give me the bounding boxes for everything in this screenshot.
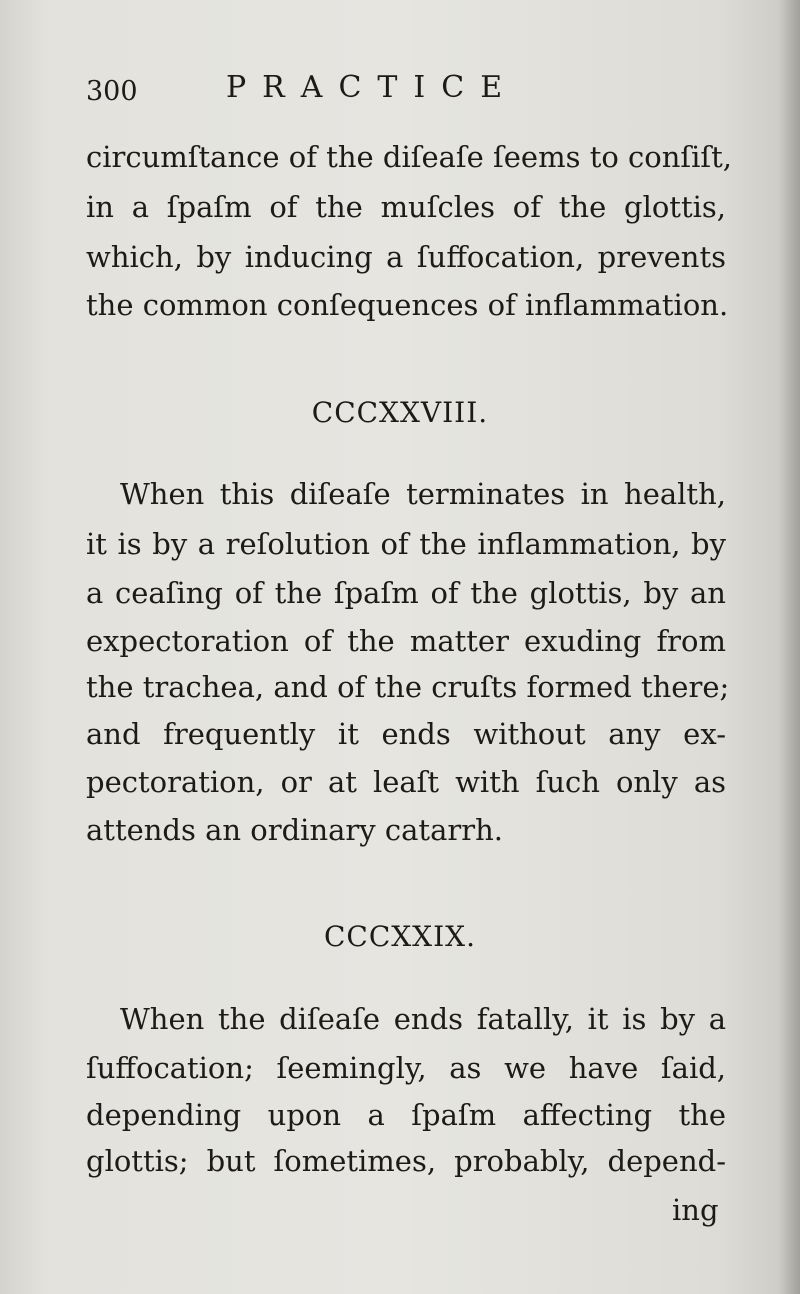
text-line: and frequently it ends without any ex- xyxy=(86,717,726,751)
text-line: the common conſequences of inflammation. xyxy=(86,288,729,322)
page-number: 300 xyxy=(86,76,138,107)
text-line: it is by a reſolution of the inflammation, by xyxy=(86,527,726,561)
text-line: ſuffocation; ſeemingly, as we have ſaid, xyxy=(86,1051,726,1085)
page-gutter-shadow xyxy=(778,0,800,1294)
text-line: pectoration, or at leaſt with ſuch only as xyxy=(86,765,726,799)
text-line: the trachea, and of the cruſts formed there; xyxy=(86,670,730,704)
text-line: When this diſeaſe terminates in health, xyxy=(120,477,726,511)
running-head: PRACTICE xyxy=(226,70,519,105)
text-line: attends an ordinary catarrh. xyxy=(86,813,503,847)
section-heading: CCCXXIX. xyxy=(323,920,477,953)
page-header xyxy=(86,70,726,110)
text-line: which, by inducing a ſuffocation, prevents xyxy=(86,240,726,274)
text-line: When the diſeaſe ends fatally, it is by a xyxy=(120,1002,726,1036)
section-heading: CCCXXVIII. xyxy=(311,396,489,429)
text-line: a ceaſing of the ſpaſm of the glottis, by an xyxy=(86,576,726,610)
text-line: in a ſpaſm of the muſcles of the glottis, xyxy=(86,190,726,224)
catch-word: ing xyxy=(672,1193,719,1227)
text-line: circumſtance of the diſeaſe ſeems to conſiſt, xyxy=(86,140,733,174)
text-line: depending upon a ſpaſm affecting the xyxy=(86,1098,726,1132)
text-line: expectoration of the matter exuding from xyxy=(86,624,726,658)
text-line: glottis; but ſometimes, probably, depend- xyxy=(86,1144,726,1178)
